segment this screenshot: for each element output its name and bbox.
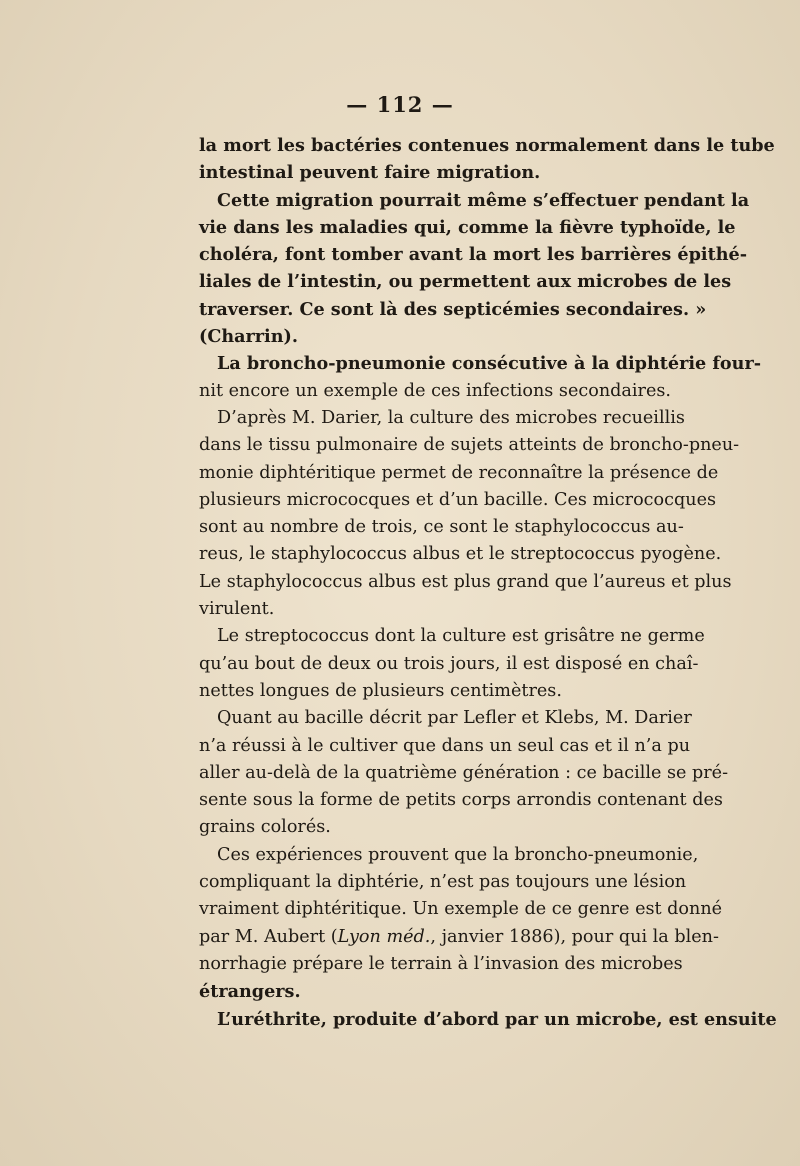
- text-line: dans le tissu pulmonaire de sujets atteints de broncho-pneu-: [199, 435, 740, 456]
- text-line: La broncho-pneumonie consécutive à la diphtérie four-: [217, 353, 762, 375]
- text-line: vraiment diphtéritique. Un exemple de ce genre est donné: [199, 899, 723, 920]
- text-line: nettes longues de plusieurs centimètres.: [199, 680, 562, 701]
- text-line: Cette migration pourrait même s’effectuer pendant la: [217, 189, 750, 211]
- text-line: L’uréthrite, produite d’abord par un microbe, est ensuite: [217, 1008, 777, 1030]
- text-line: monie diphtéritique permet de reconnaître la présence de: [199, 462, 719, 483]
- page-number: — 112 —: [346, 92, 454, 117]
- text-line: grains colorés.: [199, 817, 331, 838]
- journal-citation: Lyon méd.: [337, 926, 431, 947]
- text-segment: , janvier 1886), pour qui la blen-: [430, 926, 719, 947]
- text-line: compliquant la diphtérie, n’est pas toujours une lésion: [199, 872, 687, 893]
- text-line: choléra, font tomber avant la mort les barrières épithé-: [199, 244, 748, 266]
- text-line: liales de l’intestin, ou permettent aux microbes de les: [199, 271, 732, 293]
- text-line: Le streptococcus dont la culture est grisâtre ne germe: [217, 626, 705, 647]
- text-line: sont au nombre de trois, ce sont le staphylococcus au-: [199, 517, 684, 538]
- body-text: [199, 132, 777, 1033]
- text-line: nit encore un exemple de ces infections secondaires.: [199, 380, 671, 401]
- text-line: traverser. Ce sont là des septicémies secondaires. »: [199, 298, 707, 320]
- text-line: virulent.: [199, 599, 275, 620]
- text-line-with-citation: [199, 924, 719, 951]
- text-line: plusieurs micrococques et d’un bacille. Ces micrococques: [199, 489, 717, 510]
- text-line: vie dans les maladies qui, comme la fièvre typhoïde, le: [199, 216, 736, 238]
- text-line: intestinal peuvent faire migration.: [199, 162, 541, 184]
- text-line: reus, le staphylococcus albus et le streptococcus pyogène.: [199, 544, 722, 565]
- text-line: Le staphylococcus albus est plus grand que l’aureus et plus: [199, 571, 732, 592]
- text-line: Quant au bacille décrit par Lefler et Klebs, M. Darier: [217, 708, 692, 729]
- text-line: Ces expériences prouvent que la broncho-pneumonie,: [217, 844, 699, 865]
- text-line: la mort les bactéries contenues normalement dans le tube: [199, 135, 775, 156]
- text-line: aller au-delà de la quatrième génération : ce bacille se pré-: [199, 762, 729, 783]
- text-segment: par M. Aubert (: [199, 926, 338, 947]
- text-line: D’après M. Darier, la culture des microbes recueillis: [217, 407, 685, 428]
- text-line: norrhagie prépare le terrain à l’invasion des microbes: [199, 953, 683, 974]
- text-line: sente sous la forme de petits corps arrondis contenant des: [199, 790, 723, 811]
- text-line: qu’au bout de deux ou trois jours, il est disposé en chaî-: [199, 653, 699, 674]
- text-line: n’a réussi à le cultiver que dans un seul cas et il n’a pu: [199, 735, 691, 756]
- text-line: étrangers.: [199, 981, 301, 1003]
- text-line: (Charrin).: [199, 326, 298, 348]
